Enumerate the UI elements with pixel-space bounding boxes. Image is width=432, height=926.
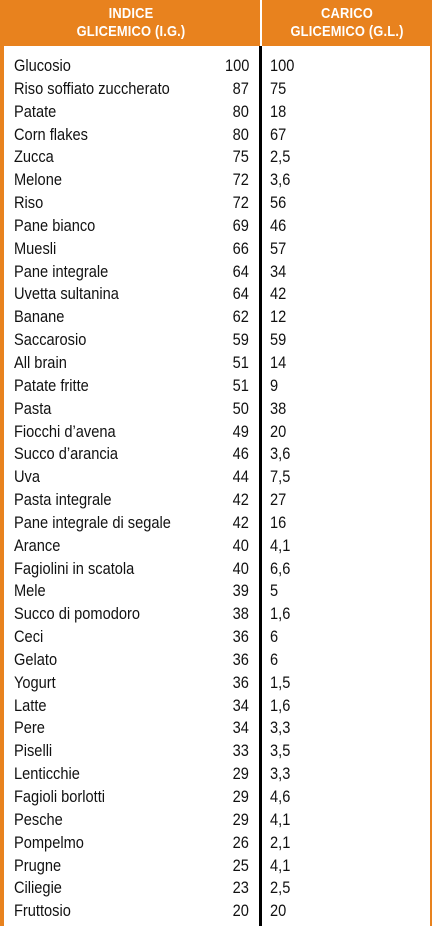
food-name: Pane integrale di segale (14, 512, 171, 532)
header-gi-line1: INDICE (108, 5, 154, 22)
table-row (4, 672, 430, 695)
glycemic-index-value: 51 (232, 352, 249, 372)
food-name: Mele (14, 581, 46, 601)
table-row (4, 489, 430, 512)
table-row (4, 466, 430, 489)
glycemic-load-value: 56 (270, 193, 287, 213)
glycemic-index-value: 29 (232, 809, 249, 829)
food-name: Pane bianco (14, 215, 96, 235)
glycemic-load-value: 38 (270, 398, 287, 418)
glycemic-load-value: 42 (270, 284, 287, 304)
food-name: Uvetta sultanina (14, 284, 119, 304)
glycemic-load-value: 3,6 (270, 170, 291, 190)
glycemic-index-value: 80 (232, 101, 249, 121)
glycemic-index-value: 64 (232, 261, 249, 281)
table-row (4, 695, 430, 718)
table-row (4, 603, 430, 626)
food-name: Piselli (14, 741, 53, 761)
table-row (4, 786, 430, 809)
header-divider (260, 0, 262, 46)
glycemic-load-value: 57 (270, 238, 287, 258)
food-name: Riso soffiato zuccherato (14, 78, 170, 98)
glycemic-load-value: 2,5 (270, 147, 291, 167)
glycemic-index-value: 42 (232, 512, 249, 532)
glycemic-index-value: 87 (232, 78, 249, 98)
table-row (4, 215, 430, 238)
glycemic-index-value: 36 (232, 627, 249, 647)
glycemic-load-value: 59 (270, 330, 287, 350)
table-row (4, 855, 430, 878)
glycemic-load-value: 18 (270, 101, 287, 121)
table-row (4, 740, 430, 763)
food-name: Pasta integrale (14, 490, 112, 510)
glycemic-load-value: 4,1 (270, 535, 291, 555)
glycemic-index-value: 29 (232, 787, 249, 806)
food-name: Lenticchie (14, 764, 80, 784)
glycemic-load-value: 1,6 (270, 604, 291, 624)
food-name: Pompelmo (14, 832, 84, 852)
glycemic-load-value: 5 (270, 581, 279, 601)
table-row (4, 238, 430, 261)
glycemic-index-value: 34 (232, 718, 249, 738)
table-row (4, 352, 430, 375)
food-name: Succo di pomodoro (14, 604, 140, 624)
header-gl-line1: CARICO (321, 5, 373, 22)
table-row (4, 832, 430, 855)
food-name: Melone (14, 170, 62, 190)
glycemic-index-value: 72 (232, 193, 249, 213)
glycemic-index-value: 36 (232, 672, 249, 692)
table-rows (4, 55, 430, 923)
glycemic-load-value: 67 (270, 124, 287, 144)
glycemic-load-value: 4,1 (270, 809, 291, 829)
header-gi-line2: GLICEMICO (I.G.) (76, 23, 186, 40)
food-name: Uva (14, 467, 41, 487)
glycemic-load-value: 75 (270, 78, 287, 98)
glycemic-index-value: 23 (232, 878, 249, 898)
glycemic-load-value: 3,6 (270, 444, 291, 464)
glycemic-index-value: 44 (232, 467, 249, 487)
table-row (4, 421, 430, 444)
table-row (4, 809, 430, 832)
glycemic-load-value: 20 (270, 901, 287, 921)
header-glycemic-load (274, 0, 420, 46)
glycemic-index-value: 40 (232, 558, 249, 578)
food-name: Gelato (14, 649, 58, 669)
food-name: Glucosio (14, 56, 71, 75)
glycemic-index-value: 34 (232, 695, 249, 715)
glycemic-load-value: 2,5 (270, 878, 291, 898)
food-name: Yogurt (14, 672, 56, 692)
table-row (4, 375, 430, 398)
glycemic-index-value: 39 (232, 581, 249, 601)
glycemic-index-value: 20 (232, 901, 249, 921)
glycemic-load-value: 4,6 (270, 787, 291, 806)
glycemic-load-value: 27 (270, 490, 287, 510)
glycemic-load-value: 3,5 (270, 741, 291, 761)
glycemic-index-value: 75 (232, 147, 249, 167)
glycemic-index-value: 100 (224, 56, 249, 75)
table-row (4, 398, 430, 421)
food-name: Succo d’arancia (14, 444, 119, 464)
glycemic-load-value: 34 (270, 261, 287, 281)
food-name: Muesli (14, 238, 57, 258)
table-header (0, 0, 432, 46)
food-name: Ceci (14, 627, 44, 647)
glycemic-load-value: 9 (270, 375, 279, 395)
table-row (4, 717, 430, 740)
table-row (4, 124, 430, 147)
food-name: Banane (14, 307, 65, 327)
glycemic-index-value: 36 (232, 649, 249, 669)
glycemic-load-value: 1,6 (270, 695, 291, 715)
table-row (4, 78, 430, 101)
glycemic-index-value: 33 (232, 741, 249, 761)
glycemic-load-value: 3,3 (270, 718, 291, 738)
food-name: Latte (14, 695, 47, 715)
table-row (4, 283, 430, 306)
glycemic-load-value: 12 (270, 307, 287, 327)
glycemic-load-value: 2,1 (270, 832, 291, 852)
glycemic-load-value: 20 (270, 421, 287, 441)
food-name: Patate (14, 101, 57, 121)
glycemic-index-value: 50 (232, 398, 249, 418)
food-name: Pasta (14, 398, 52, 418)
glycemic-index-value: 29 (232, 764, 249, 784)
table-row (4, 306, 430, 329)
table-row (4, 649, 430, 672)
food-name: Pesche (14, 809, 63, 829)
glycemic-index-value: 46 (232, 444, 249, 464)
glycemic-index-value: 69 (232, 215, 249, 235)
glycemic-index-value: 25 (232, 855, 249, 875)
food-name: Fiocchi d’avena (14, 421, 116, 441)
glycemic-index-value: 59 (232, 330, 249, 350)
glycemic-index-value: 62 (232, 307, 249, 327)
table-row (4, 512, 430, 535)
table-row (4, 626, 430, 649)
food-name: Patate fritte (14, 375, 89, 395)
glycemic-index-value: 66 (232, 238, 249, 258)
glycemic-index-value: 51 (232, 375, 249, 395)
table-row (4, 535, 430, 558)
header-gl-line2: GLICEMICO (G.L.) (290, 23, 404, 40)
header-glycemic-index (18, 0, 243, 46)
glycemic-index-value: 80 (232, 124, 249, 144)
glycemic-load-value: 14 (270, 352, 287, 372)
table-row (4, 101, 430, 124)
food-name: Fagiolini in scatola (14, 558, 135, 578)
glycemic-index-value: 26 (232, 832, 249, 852)
glycemic-load-value: 7,5 (270, 467, 291, 487)
table-row (4, 192, 430, 215)
glycemic-index-value: 42 (232, 490, 249, 510)
table-row (4, 877, 430, 900)
table-row (4, 558, 430, 581)
food-name: Pere (14, 718, 45, 738)
table-row (4, 169, 430, 192)
food-name: Fagioli borlotti (14, 787, 106, 806)
glycemic-load-value: 4,1 (270, 855, 291, 875)
glycemic-load-value: 46 (270, 215, 287, 235)
food-name: Fruttosio (14, 901, 71, 921)
food-name: Prugne (14, 855, 62, 875)
glycemic-load-value: 6 (270, 649, 279, 669)
food-name: Zucca (14, 147, 54, 167)
food-name: Riso (14, 193, 44, 213)
table-row (4, 55, 430, 78)
glycemic-load-value: 16 (270, 512, 287, 532)
food-name: Ciliegie (14, 878, 62, 898)
food-name: Corn flakes (14, 124, 88, 144)
table-row (4, 261, 430, 284)
table-row (4, 146, 430, 169)
glycemic-load-value: 6 (270, 627, 279, 647)
table-row (4, 580, 430, 603)
table-row (4, 443, 430, 466)
glycemic-load-value: 1,5 (270, 672, 291, 692)
food-name: Pane integrale (14, 261, 109, 281)
glycemic-index-value: 64 (232, 284, 249, 304)
food-name: Saccarosio (14, 330, 87, 350)
glycemic-load-value: 6,6 (270, 558, 291, 578)
glycemic-index-value: 38 (232, 604, 249, 624)
table-row (4, 329, 430, 352)
glycemic-index-value: 40 (232, 535, 249, 555)
table-row (4, 900, 430, 923)
glycemic-load-value: 100 (270, 56, 295, 75)
glycemic-index-value: 49 (232, 421, 249, 441)
glycemic-index-value: 72 (232, 170, 249, 190)
glycemic-load-value: 3,3 (270, 764, 291, 784)
food-name: All brain (14, 352, 67, 372)
food-name: Arance (14, 535, 61, 555)
table-row (4, 763, 430, 786)
